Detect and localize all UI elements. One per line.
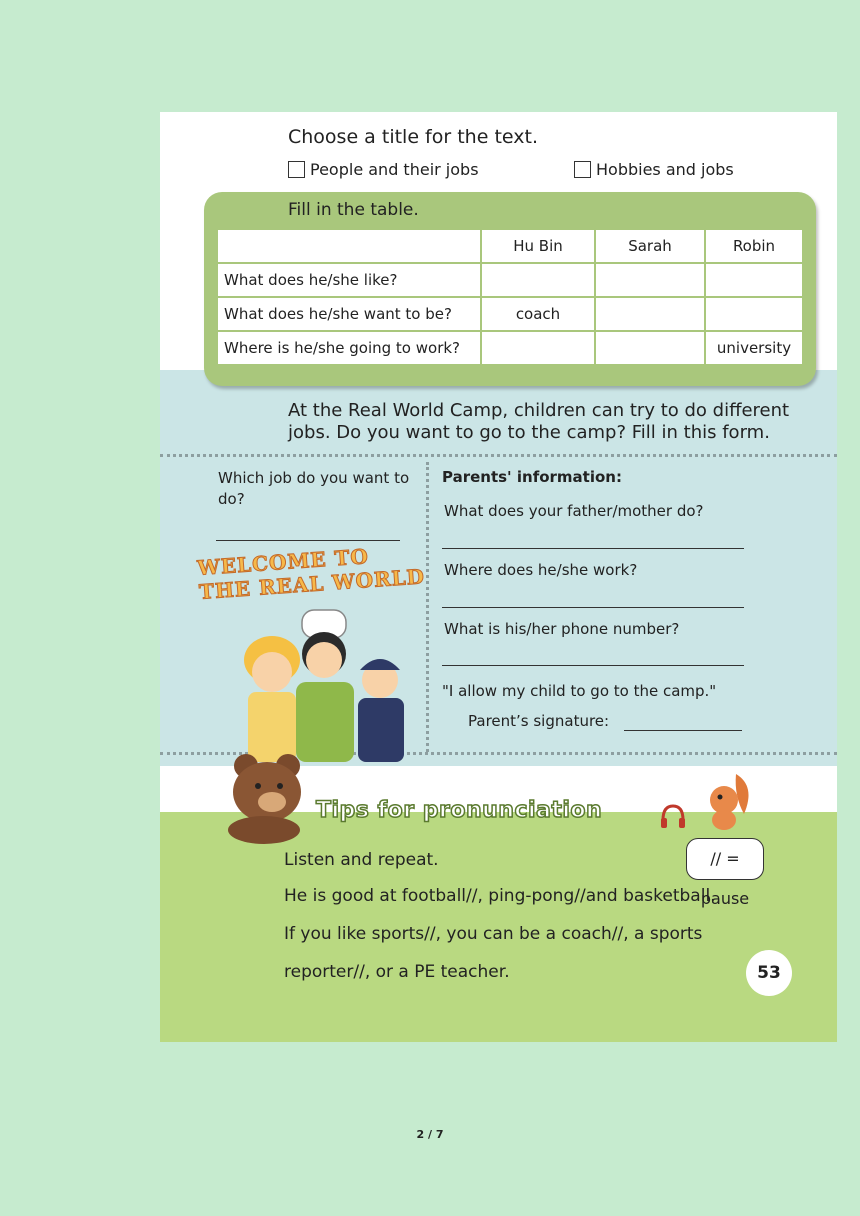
table-header-blank (217, 229, 481, 263)
tips-sentence: If you like sports//, you can be a coach//, a sports (284, 924, 703, 944)
signature-line[interactable] (624, 730, 742, 731)
allow-statement: "I allow my child to go to the camp." (442, 682, 717, 700)
table-row-question: What does he/she want to be? (217, 297, 481, 331)
job-question: Which job do you want to do? (218, 469, 410, 508)
table-row (217, 263, 803, 297)
answer-line[interactable] (442, 548, 744, 549)
table-header: Robin (705, 229, 803, 263)
job-answer-line[interactable] (216, 540, 400, 541)
table-header: Sarah (595, 229, 705, 263)
checkbox[interactable] (288, 161, 305, 178)
fill-table (216, 228, 804, 366)
table-cell[interactable] (705, 297, 803, 331)
page-indicator: 2 / 7 (416, 1128, 444, 1141)
option-people-and-jobs[interactable] (288, 160, 479, 179)
parent-question: What does your father/mother do? (444, 502, 704, 520)
table-header: Hu Bin (481, 229, 595, 263)
headphones-icon (658, 802, 688, 832)
table-row (217, 297, 803, 331)
tips-instruction: Listen and repeat. (284, 850, 439, 870)
table-cell[interactable] (705, 263, 803, 297)
camp-intro-text: At the Real World Camp, children can try to do different jobs. Do you want to go to the camp? Fill in this form. (288, 400, 790, 443)
table-cell[interactable] (595, 297, 705, 331)
option-label: Hobbies and jobs (596, 160, 734, 179)
table-row (217, 331, 803, 365)
pause-note-bubble: // = pause (686, 838, 764, 880)
table-cell[interactable] (481, 263, 595, 297)
squirrel-illustration (700, 766, 756, 832)
dotted-divider-vertical (426, 462, 429, 752)
table-cell[interactable] (481, 331, 595, 365)
tips-sentence: reporter//, or a PE teacher. (284, 962, 510, 982)
table-cell[interactable]: coach (481, 297, 595, 331)
table-cell[interactable] (595, 263, 705, 297)
fill-table-title: Fill in the table. (288, 200, 419, 220)
checkbox[interactable] (574, 161, 591, 178)
tips-sentence: He is good at football//, ping-pong//and basketball. (284, 886, 716, 906)
textbook-page (160, 112, 837, 1042)
answer-line[interactable] (442, 665, 744, 666)
fill-table-frame (204, 192, 816, 386)
page-number: 53 (746, 950, 792, 996)
welcome-sign-text: WELCOME TO THE REAL WORLD (196, 544, 426, 604)
dotted-divider-top (160, 454, 837, 457)
tips-heading: Tips for pronunciation (316, 798, 603, 823)
table-row-question: What does he/she like? (217, 263, 481, 297)
table-header-row (217, 229, 803, 263)
choose-title: Choose a title for the text. (288, 126, 538, 148)
parents-info-title: Parents' information: (442, 468, 622, 486)
option-hobbies-and-jobs[interactable] (574, 160, 734, 179)
table-cell[interactable]: university (705, 331, 803, 365)
option-label: People and their jobs (310, 160, 479, 179)
bear-illustration (216, 744, 316, 844)
signature-label: Parent’s signature: (468, 712, 610, 730)
parent-question: What is his/her phone number? (444, 620, 680, 638)
answer-line[interactable] (442, 607, 744, 608)
table-cell[interactable] (595, 331, 705, 365)
parent-question: Where does he/she work? (444, 561, 638, 579)
table-row-question: Where is he/she going to work? (217, 331, 481, 365)
